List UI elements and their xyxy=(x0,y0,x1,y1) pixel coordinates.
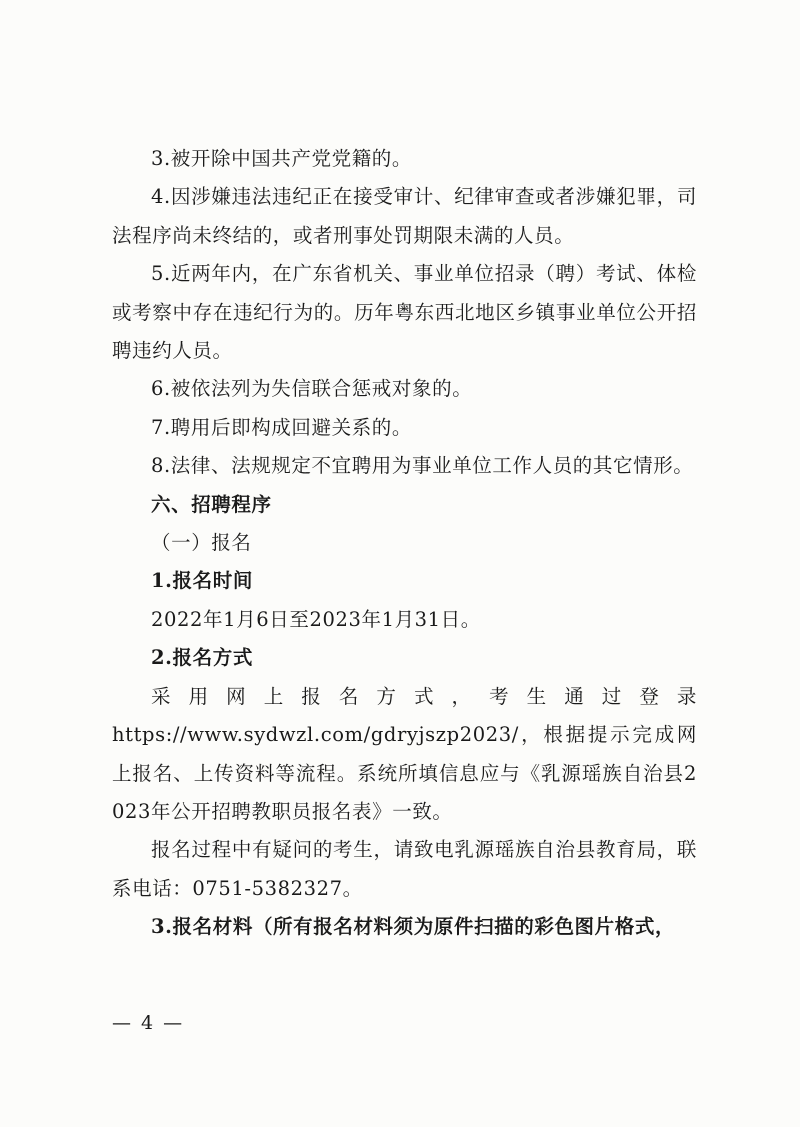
paragraph-item-5: 5.近两年内，在广东省机关、事业单位招录（聘）考试、体检或考察中存在违纪行为的。历年粤东西北地区乡镇事业单位公开招聘违约人员。 xyxy=(112,262,697,363)
registration-method-heading: 2.报名方式 xyxy=(151,646,253,670)
paragraph-item-3: 3.被开除中国共产党党籍的。 xyxy=(151,147,413,170)
registration-materials-heading: 3.报名材料（所有报名材料须为原件扫描的彩色图片格式， xyxy=(151,915,676,939)
paragraph-item-7: 7.聘用后即构成回避关系的。 xyxy=(151,415,413,439)
page-number: — 4 — xyxy=(112,1012,185,1034)
paragraph-item-6: 6.被依法列为失信联合惩戒对象的。 xyxy=(151,377,473,401)
paragraph-item-8: 8.法律、法规规定不宜聘用为事业单位工作人员的其它情形。 xyxy=(151,454,694,478)
registration-time-text: 2022年1月6日至2023年1月31日。 xyxy=(151,607,481,631)
contact-text: 报名过程中有疑问的考生，请致电乳源瑶族自治县教育局，联系电话：0751-5382327。 xyxy=(112,838,697,900)
registration-method-line: 采用网上报名方式，考生通过登录 xyxy=(151,684,697,708)
registration-time-heading: 1.报名时间 xyxy=(151,569,253,593)
paragraph-item-4: 4.因涉嫌违法违纪正在接受审计、纪律审查或者涉嫌犯罪，司法程序尚未终结的，或者刑事处罚期限未满的人员。 xyxy=(112,185,697,247)
section-heading: 六、招聘程序 xyxy=(151,492,272,516)
document-body xyxy=(112,140,697,947)
registration-method-text: https://www.sydwzl.com/gdryjszp2023/，根据提示完成网上报名、上传资料等流程。系统所填信息应与《乳源瑶族自治县2023年公开招聘教职员报名表》一致。 xyxy=(112,723,697,823)
subsection-heading: （一）报名 xyxy=(151,531,252,555)
